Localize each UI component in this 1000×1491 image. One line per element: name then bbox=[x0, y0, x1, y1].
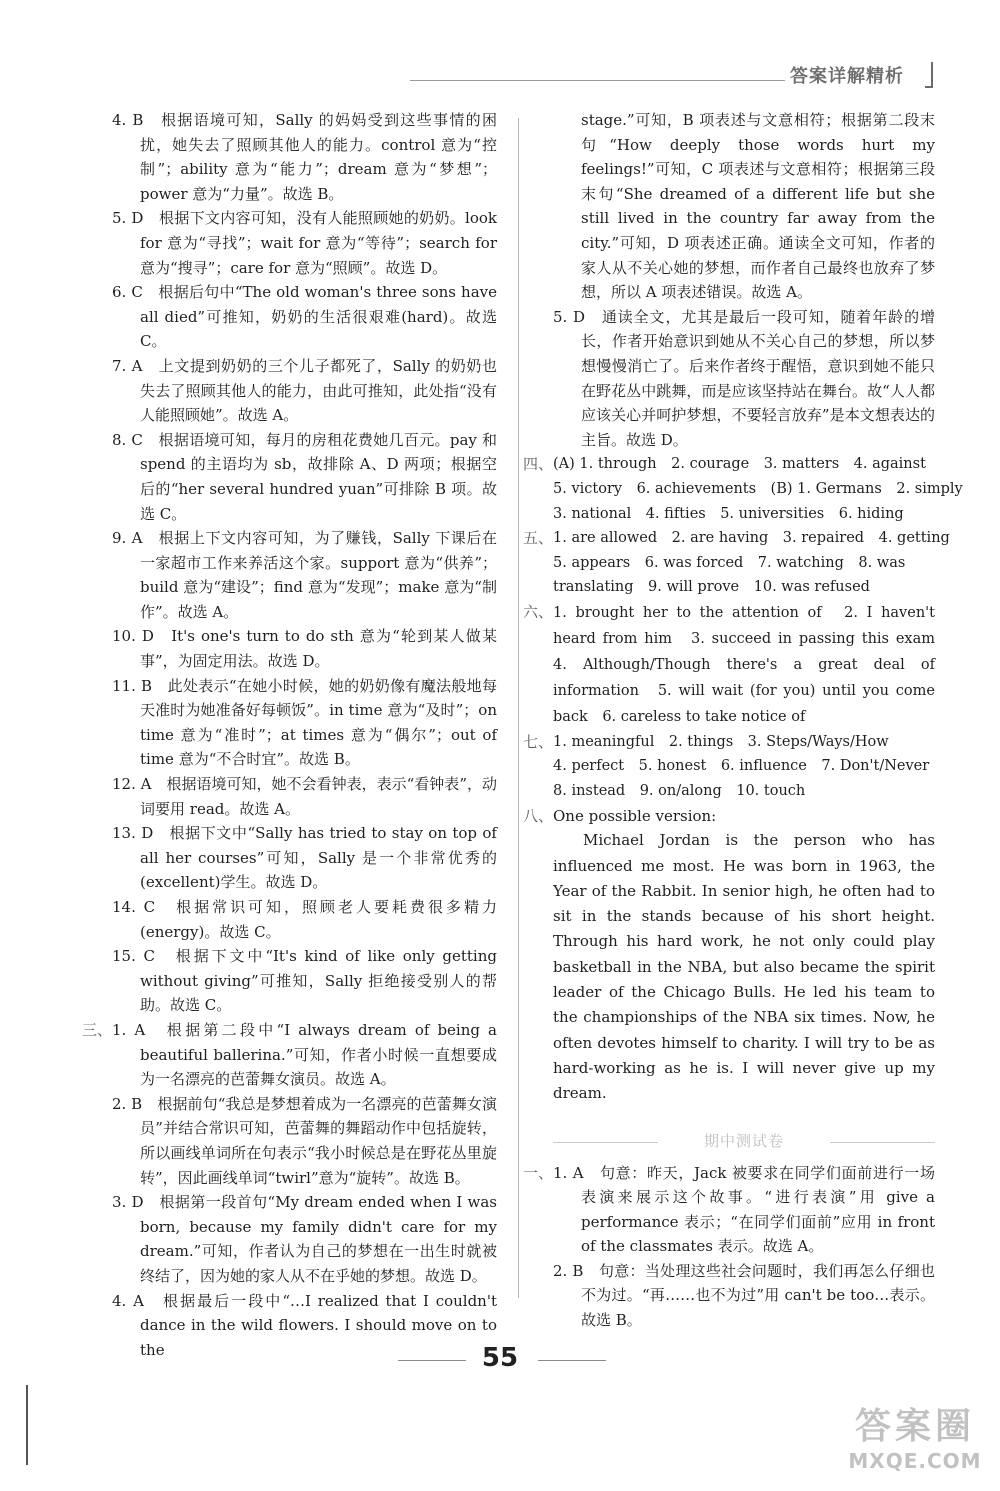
answer-item: 10. D It's one's turn to do sth 意为“轮到某人做某事”，为固定用法。故选 D。 bbox=[112, 627, 497, 671]
watermark-logo: 答案圈 bbox=[854, 1406, 975, 1447]
midterm-section-1 bbox=[523, 1161, 935, 1333]
model-essay: Michael Jordan is the person who has influenced me most. He was born in 1963, the Year of the Rabbit. In senior high, he often had to sit in the stands because of his short height. Through his hard work, he not only could play basketball in the NBA, but also became the spirit leader of the Chicago Bulls. He led his team to the championships of the NBA six times. Now, he often devotes himself to charity. I will try to be as hard-working as he is. I will never give up my dream. bbox=[553, 831, 935, 1103]
midterm-title: 期中测试卷 bbox=[703, 1131, 784, 1150]
answer-line: (A) 1. through 2. courage 3. matters 4. against bbox=[553, 456, 926, 473]
answer-item: 13. D 根据下文中“Sally has tried to stay on top of all her courses”可知，Sally 是一个非常优秀的(excellent)学生。故选 D。 bbox=[112, 824, 497, 892]
answer-item: 2. B 根据前句“我总是梦想着成为一名漂亮的芭蕾舞女演员”并结合常识可知，芭蕾舞的舞蹈动作中包括旋转，所以画线单词所在句表示“我小时候总是在野花丛里旋转”，因此画线单词“twirl”意为“旋转”。故选 B。 bbox=[112, 1094, 497, 1187]
answer-item: 3. D 根据第一段首句“My dream ended when I was born, because my family didn't care for my dream.”可知，作者认为自己的梦想在一出生时就被终结了，因为她的家人从不在乎她的梦想。故选 D。 bbox=[112, 1193, 497, 1285]
column-divider bbox=[518, 118, 519, 1298]
answer-line: translating 9. will prove 10. was refused bbox=[553, 579, 870, 596]
answer-item: 5. D 通读全文，尤其是最后一段可知，随着年龄的增长，作者开始意识到她从不关心自己的梦想，所以梦想慢慢消亡了。后来作者终于醒悟，意识到她不能只在野花丛中跳舞，而是应该坚持站在舞台。故“人人都应该关心并呵护梦想，不要轻言放弃”是本文想表达的主旨。故选 D。 bbox=[553, 307, 935, 449]
left-column bbox=[82, 108, 497, 1362]
answer-item: 2. B 句意：当处理这些社会问题时，我们再怎么仔细也不为过。“再……也不为过”用 can't be too…表示。故选 B。 bbox=[553, 1261, 935, 1330]
section-8 bbox=[523, 804, 935, 1107]
section-mark: 五、 bbox=[523, 529, 554, 548]
binding-line bbox=[26, 1385, 28, 1465]
answer-line: 1. are allowed 2. are having 3. repaired 4. getting bbox=[553, 530, 950, 547]
section-6 bbox=[523, 600, 950, 730]
header-title: 答案详解精析 bbox=[790, 66, 904, 87]
answer-item: 9. A 根据上下文内容可知，为了赚钱，Sally 下课后在一家超市工作来养活这个家。support 意为“供养”；build 意为“建设”；find 意为“发现”；make 意为“制作”。故选 A。 bbox=[112, 529, 497, 621]
section-3 bbox=[82, 1018, 497, 1362]
answer-line: 1. meaningful 2. things 3. Steps/Ways/How bbox=[553, 733, 889, 750]
answer-line: 3. national 4. fifties 5. universities 6. hiding bbox=[553, 505, 904, 522]
answer-item: 6. C 根据后句中“The old woman's three sons have all died”可推知，奶奶的生活很艰难(hard)。故选 C。 bbox=[112, 283, 497, 351]
answer-item: 8. C 根据语境可知，每月的房租花费她几百元。pay 和 spend 的主语均为 sb，故排除 A、D 两项；根据空后的“her several hundred yuan”可排除 B 项。故选 C。 bbox=[112, 430, 497, 523]
section-mark: 四、 bbox=[523, 455, 554, 474]
right-column bbox=[523, 108, 963, 1333]
answer-item: 11. B 此处表示“在她小时候，她的奶奶像有魔法般地每天准时为她准备好每顿饭”。in time 意为“及时”；on time 意为“准时”；at times 意为“偶尔”；out of time 意为“不合时宜”。故选 B。 bbox=[112, 676, 497, 769]
page-number: 55 bbox=[481, 1343, 519, 1373]
divider-rule-right bbox=[830, 1142, 935, 1143]
answer-item: 14. C 根据常识可知，照顾老人要耗费很多精力(energy)。故选 C。 bbox=[112, 898, 497, 941]
answer-line: 5. victory 6. achievements (B) 1. Germans 2. simply bbox=[553, 480, 963, 497]
section-mark: 三、 bbox=[82, 1020, 113, 1039]
page-number-rule-right bbox=[538, 1360, 606, 1361]
answer-line: 8. instead 9. on/along 10. touch bbox=[553, 783, 806, 800]
section-4 bbox=[523, 452, 963, 526]
watermark-url: MXQE.COM bbox=[848, 1449, 982, 1473]
section-7 bbox=[523, 730, 935, 804]
header-rule bbox=[410, 80, 785, 81]
header-bracket bbox=[925, 62, 933, 88]
answer-line: 5. appears 6. was forced 7. watching 8. was bbox=[553, 554, 906, 571]
answer-continuation: stage.”可知，B 项表述与文意相符；根据第二段末句“How deeply those words hurt my feelings!”可知，C 项表述与文意相符；根据第三段末句“She dreamed of a different life but she still lived in the country far away from the city.”可知，D 项表述正确。通读全文可知，作者的家人从不关心她的梦想，而作者自己最终也放弃了梦想，所以 A 项表述错误。故选 A。 bbox=[581, 111, 935, 302]
answer-item: 1. A 根据第二段中“I always dream of being a beautiful ballerina.”可知，作者小时候一直想要成为一名漂亮的芭蕾舞女演员。故选 A。 bbox=[112, 1020, 497, 1089]
answer-paragraph: 1. brought her to the attention of 2. I haven't heard from him 3. succeed in passing this exam 4. Although/Though there's a great deal of information 5. will wait (for you) until you come back 6. careless to take notice of bbox=[553, 604, 950, 725]
section-mark: 七、 bbox=[523, 732, 554, 751]
answer-item: 4. A 根据最后一段中“…I realized that I couldn't dance in the wild flowers. I should move on to the bbox=[112, 1291, 497, 1359]
answer-item: 15. C 根据下文中“It's kind of like only getting without giving”可推知，Sally 拒绝接受别人的帮助。故选 C。 bbox=[112, 947, 497, 1015]
answer-item: 12. A 根据语境可知，她不会看钟表，表示“看钟表”，动词要用 read。故选 A。 bbox=[112, 775, 497, 818]
section-mark: 六、 bbox=[523, 602, 554, 621]
answer-line: 4. perfect 5. honest 6. influence 7. Don't/Never bbox=[553, 758, 930, 775]
section-5 bbox=[523, 526, 950, 600]
answer-item: 1. A 句意：昨天，Jack 被要求在同学们面前进行一场表演来展示这个故事。“进行表演”用 give a performance 表示；“在同学们面前”应用 in front of the classmates 表示。故选 A。 bbox=[553, 1163, 935, 1256]
section-mark: 一、 bbox=[523, 1163, 554, 1182]
answer-item: 4. B 根据语境可知，Sally 的妈妈受到这些事情的困扰，她失去了照顾其他人的能力。control 意为“控制”；ability 意为“能力”；dream 意为“梦想”；power 意为“力量”。故选 B。 bbox=[112, 111, 497, 203]
midterm-divider bbox=[553, 1129, 935, 1155]
section-mark: 八、 bbox=[523, 806, 554, 825]
answer-item: 5. D 根据下文内容可知，没有人能照顾她的奶奶。look for 意为“寻找”；wait for 意为“等待”；search for 意为“搜寻”；care for 意为“照顾”。故选 D。 bbox=[112, 209, 497, 277]
answer-item: 7. A 上文提到奶奶的三个儿子都死了，Sally 的奶奶也失去了照顾其他人的能力，由此可推知，此处指“没有人能照顾她”。故选 A。 bbox=[112, 356, 497, 425]
site-watermark bbox=[840, 1398, 990, 1473]
essay-heading: One possible version: bbox=[553, 806, 717, 825]
